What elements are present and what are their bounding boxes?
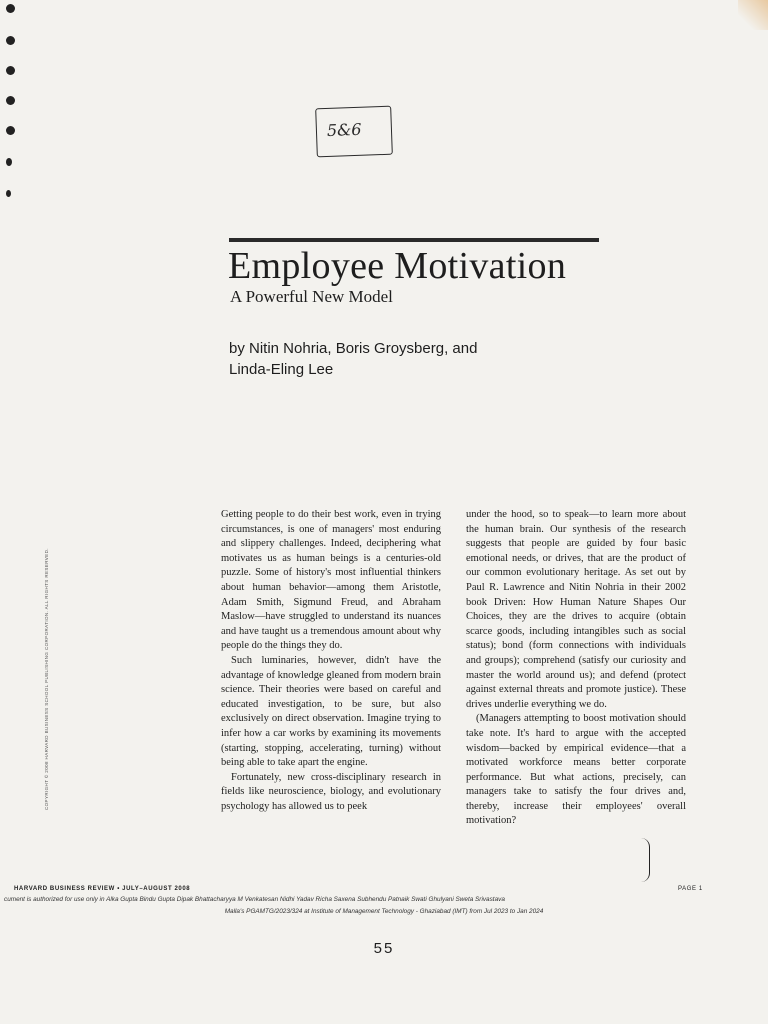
copyright-strip: COPYRIGHT © 2008 HARVARD BUSINESS SCHOOL PUBLISHING CORPORATION. ALL RIGHTS RESERVED. [44, 548, 49, 810]
byline-line: Linda-Eling Lee [229, 361, 334, 378]
binding-hole [6, 4, 15, 13]
body-column-right [466, 508, 686, 829]
page-label: PAGE 1 [678, 886, 703, 892]
binding-hole [6, 66, 15, 75]
journal-footer: HARVARD BUSINESS REVIEW • JULY–AUGUST 2008 [14, 886, 191, 892]
paragraph: Getting people to do their best work, even in trying circumstances, is one of managers' most enduring and slippery challenges. Indeed, deciphering what motivates us as human beings is a centuries-old puzzle. Some of history's most influential thinkers about human behavior—among them Aristotle, Adam Smith, Sigmund Freud, and Abraham Maslow—have struggled to understand its nuances and have taught us a tremendous amount about why people do the things they do. [221, 509, 441, 652]
binding-hole [6, 96, 15, 105]
handwritten-bracket [641, 838, 650, 882]
paragraph: (Managers attempting to boost motivation should take note. It's hard to argue with the accepted wisdom—backed by empirical evidence—that a motivated workforce means better corporate performance. But what actions, precisely, can managers take to satisfy the four drives and, thereby, increase their employees' overall motivation? [466, 713, 686, 827]
page-number: 55 [373, 940, 395, 957]
byline-line: by Nitin Nohria, Boris Groysberg, and [229, 340, 478, 357]
binding-hole [6, 36, 15, 45]
byline [229, 338, 549, 380]
paragraph: under the hood, so to speak—to learn more about the human brain. Our synthesis of the research suggests that people are guided by four basic emotional needs, or drives, that are the product of our common evolutionary heritage. As set out by Paul R. Lawrence and Nitin Nohria in their 2002 book Driven: How Human Nature Shapes Our Choices, they are the drives to acquire (obtain scarce goods, including intangibles such as social status); bond (form connections with individuals and groups); comprehend (satisfy our curiosity and master the world around us); and defend (protect against external threats and promote justice). These drives underlie everything we do. [466, 509, 686, 710]
binding-hole [6, 190, 11, 197]
body-column-left [221, 508, 441, 814]
binding-hole [6, 158, 12, 166]
license-notice-line: cument is authorized for use only in Alka Gupta Bindu Gupta Dipak Bhattacharyya M Venkatesan Nidhi Yadav Richa Saxena Subhendu Patnaik Swati Ghulyani Sweta Srivastava [4, 896, 505, 903]
title-rule [229, 238, 599, 242]
paragraph: Fortunately, new cross-disciplinary research in fields like neuroscience, biology, and evolutionary psychology has allowed us to peek [221, 771, 441, 812]
license-notice-line: Malla's PGAMTG/2023/324 at Institute of Management Technology - Ghaziabad (IMT) from Jul 2023 to Jan 2024 [224, 908, 544, 915]
article-subtitle: A Powerful New Model [230, 287, 393, 306]
binding-hole [6, 126, 15, 135]
article-title: Employee Motivation [228, 245, 567, 287]
handwritten-note-box [315, 106, 393, 158]
handwritten-note: 5&6 [326, 119, 362, 140]
paper-stain [738, 0, 768, 30]
paragraph: Such luminaries, however, didn't have the advantage of knowledge gleaned from modern brain science. Their theories were based on careful and educated investigation, to be sure, but also exclusively on direct observation. Imagine trying to infer how a car works by examining its movements (starting, stopping, accelerating, turning) without being able to take apart the engine. [221, 654, 441, 769]
